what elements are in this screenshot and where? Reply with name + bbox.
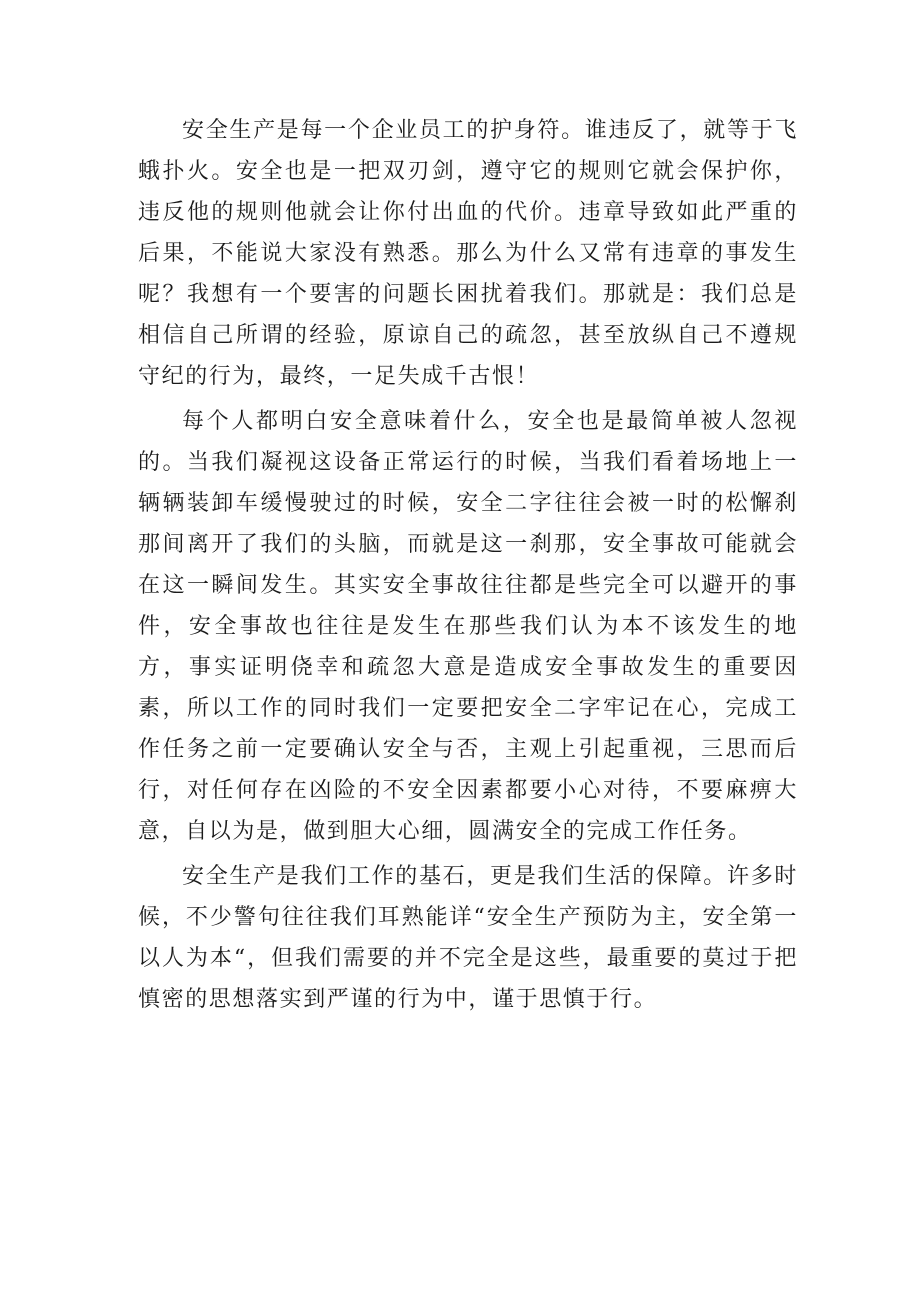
paragraph-1: 安全生产是每一个企业员工的护身符。谁违反了，就等于飞蛾扑火。安全也是一把双刃剑，遵守它的规则它就会保护你，违反他的规则他就会让你付出血的代价。违章导致如此严重的后果，不能说大家没有熟悉。那么为什么又常有违章的事发生呢？我想有一个要害的问题长困扰着我们。那就是：我们总是相信自己所谓的经验，原谅自己的疏忽，甚至放纵自己不遵规守纪的行为，最终，一足失成千古恨！: [138, 118, 798, 389]
document-body: [138, 110, 798, 1020]
paragraph-2: 每个人都明白安全意味着什么，安全也是最简单被人忽视的。当我们凝视这设备正常运行的时候，当我们看着场地上一辆辆装卸车缓慢驶过的时候，安全二字往往会被一时的松懈刹那间离开了我们的头脑，而就是这一刹那，安全事故可能就会在这一瞬间发生。其实安全事故往往都是些完全可以避开的事件，安全事故也往往是发生在那些我们认为本不该发生的地方，事实证明侥幸和疏忽大意是造成安全事故发生的重要因素，所以工作的同时我们一定要把安全二字牢记在心，完成工作任务之前一定要确认安全与否，主观上引起重视，三思而后行，对任何存在凶险的不安全因素都要小心对待，不要麻痹大意，自以为是，做到胆大心细，圆满安全的完成工作任务。: [138, 409, 798, 844]
paragraph-3: 安全生产是我们工作的基石，更是我们生活的保障。许多时候，不少警句往往我们耳熟能详“安全生产预防为主，安全第一以人为本“，但我们需要的并不完全是这些，最重要的莫过于把慎密的思想落实到严谨的行为中，谨于思慎于行。: [138, 864, 798, 1012]
